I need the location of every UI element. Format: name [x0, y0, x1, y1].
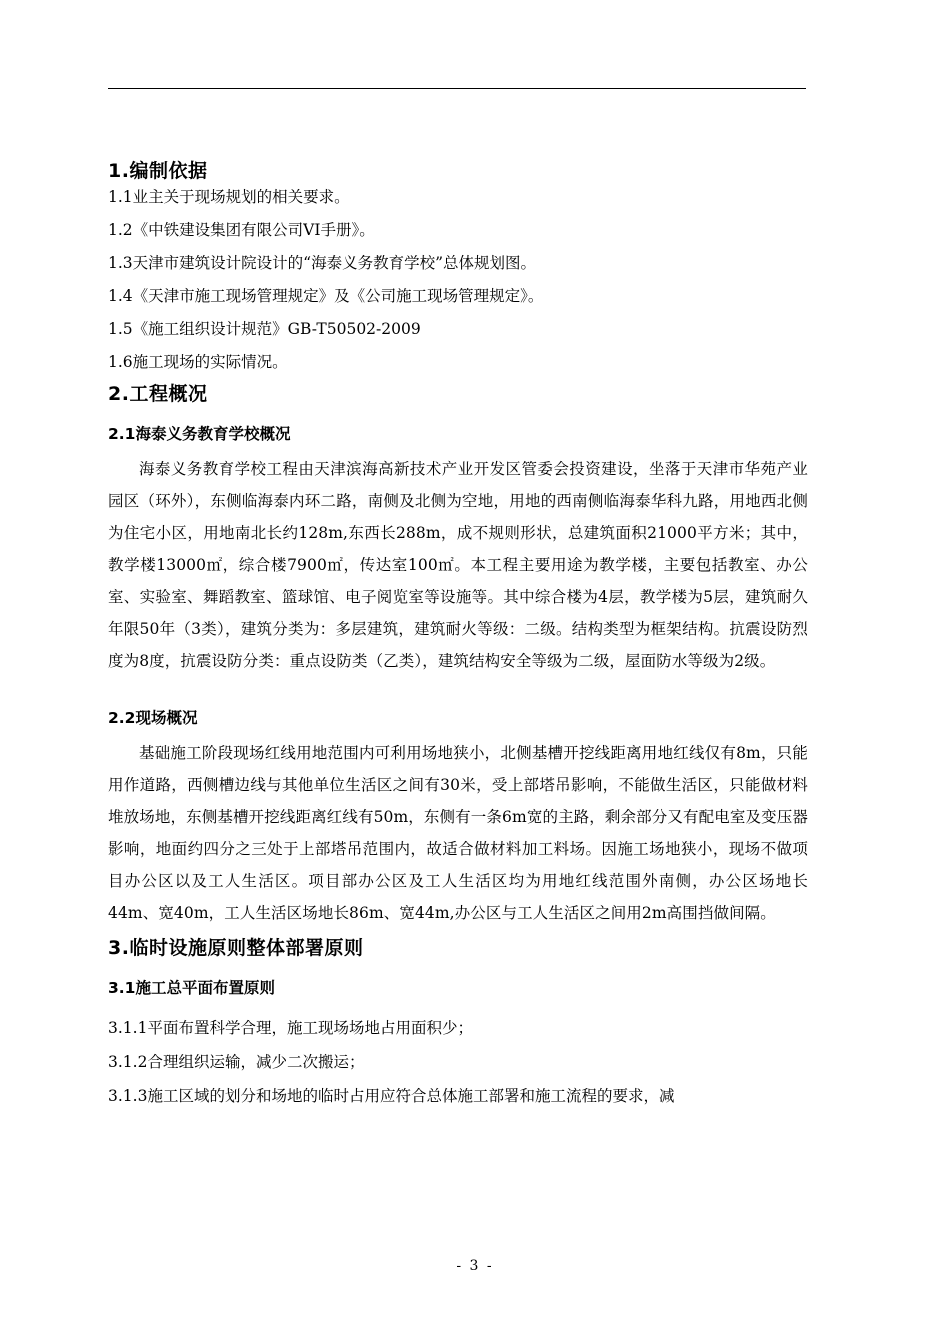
- subsection-2-1-title: 2.1海泰义务教育学校概况: [108, 425, 291, 443]
- list-item: 1.5《施工组织设计规范》GB-T50502-2009: [108, 320, 421, 338]
- section-1-title: 1.编制依据: [108, 160, 208, 182]
- subsection-3-1-title: 3.1施工总平面布置原则: [108, 979, 275, 997]
- subsection-2-2-title: 2.2现场概况: [108, 709, 198, 727]
- list-item: 1.2《中铁建设集团有限公司VI手册》。: [108, 221, 375, 239]
- subsection-2-2-body: 基础施工阶段现场红线用地范围内可利用场地狭小，北侧基槽开挖线距离用地红线仅有8m，只能用作道路，西侧槽边线与其他单位生活区之间有30米，受上部塔吊影响，不能做生活区，只能做材料堆放场地，东侧基槽开挖线距离红线有50m，东侧有一条6m宽的主路，剩余部分又有配电室及变压器影响，地面约四分之三处于上部塔吊范围内，故适合做材料加工料场。因施工场地狭小，现场不做项目办公区以及工人生活区。项目部办公区及工人生活区均为用地红线范围外南侧，办公区场地长44m、宽40m，工人生活区场地长86m、宽44m,办公区与工人生活区之间用2m高围挡做间隔。: [108, 744, 808, 922]
- list-item: 1.6施工现场的实际情况。: [108, 353, 288, 371]
- list-item: 1.1业主关于现场规划的相关要求。: [108, 188, 350, 206]
- header-rule: [108, 88, 806, 89]
- list-item: 3.1.2合理组织运输，减少二次搬运；: [108, 1053, 365, 1071]
- list-item: 3.1.3施工区域的划分和场地的临时占用应符合总体施工部署和施工流程的要求，减: [108, 1087, 675, 1105]
- section-2-title: 2.工程概况: [108, 383, 208, 405]
- list-item: 1.3天津市建筑设计院设计的“海泰义务教育学校”总体规划图。: [108, 254, 537, 272]
- section-3-title: 3.临时设施原则整体部署原则: [108, 937, 364, 959]
- page-content: [108, 150, 808, 1107]
- list-item: 3.1.1平面布置科学合理，施工现场场地占用面积少；: [108, 1019, 473, 1037]
- subsection-2-1-body: 海泰义务教育学校工程由天津滨海高新技术产业开发区管委会投资建设，坐落于天津市华苑产业园区（环外），东侧临海泰内环二路，南侧及北侧为空地，用地的西南侧临海泰华科九路，用地西北侧为住宅小区，用地南北长约128m,东西长288m，成不规则形状，总建筑面积21000平方米；其中，教学楼13000㎡，综合楼7900㎡，传达室100㎡。本工程主要用途为教学楼，主要包括教室、办公室、实验室、舞蹈教室、篮球馆、电子阅览室等设施等。其中综合楼为4层，教学楼为5层，建筑耐久年限50年（3类），建筑分类为：多层建筑，建筑耐火等级：二级。结构类型为框架结构。抗震设防烈度为8度，抗震设防分类：重点设防类（乙类），建筑结构安全等级为二级，屋面防水等级为2级。: [108, 460, 808, 670]
- list-item: 1.4《天津市施工现场管理规定》及《公司施工现场管理规定》。: [108, 287, 544, 305]
- page-number: - 3 -: [456, 1258, 494, 1274]
